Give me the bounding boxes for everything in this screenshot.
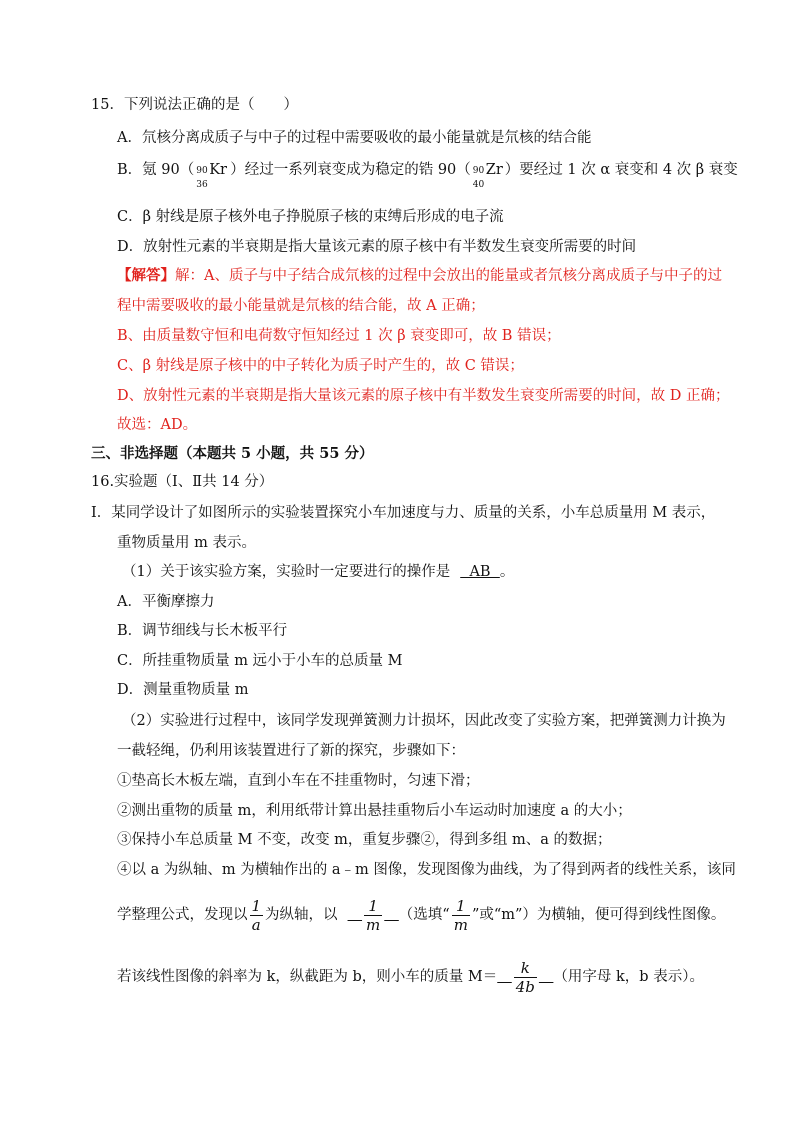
q16-last-line (117, 957, 704, 997)
q15-option-b-tail: ）要经过 1 次 α 衰变和 4 次 β 衰变 (504, 162, 738, 178)
q16-option-c: C．所挂重物质量 m 远小于小车的总质量 M (117, 653, 403, 669)
formula-text-2: 为纵轴，以 (265, 907, 338, 923)
last-line-text-1: 若该线性图像的斜率为 k，纵截距为 b，则小车的质量 M＝ (117, 969, 498, 985)
q16-step-3: ③保持小车总质量 M 不变，改变 m，重复步骤②，得到多组 m、a 的数据； (117, 832, 612, 848)
fraction-denominator: a (250, 915, 264, 934)
q16-title: 16.实验题（Ⅰ、Ⅱ共 14 分） (91, 474, 274, 490)
q16-option-d: D．测量重物质量 m (117, 682, 249, 698)
q15-answer-line2: 程中需要吸收的最小能量就是氘核的结合能，故 A 正确； (117, 298, 485, 314)
q15-answer-line1 (117, 266, 722, 286)
q16-sub2-line2: 一截轻绳，仍利用该装置进行了新的探究，步骤如下： (117, 743, 465, 759)
fraction-denominator: 4b (515, 977, 535, 996)
q16-step-4: ④以 a 为纵轴、m 为横轴作出的 a﹣m 图像，发现图像为曲线，为了得到两者的线性关系，该同 (117, 862, 736, 878)
zirconium-nuclide (471, 160, 503, 190)
q16-formula-line (117, 895, 725, 935)
kr-symbol: Kr (209, 162, 227, 178)
q15-option-c: C．β 射线是原子核外电子挣脱原子核的束缚后形成的电子流 (117, 209, 504, 225)
q16-sub2-line1: （2）实验进行过程中，该同学发现弹簧测力计损坏，因此改变了实验方案，把弹簧测力计换为 (122, 713, 726, 729)
zr-symbol: Zr (485, 162, 503, 178)
q15-option-b-lead: B．氪 90（ (117, 162, 195, 178)
fraction-one-over-m-option (452, 897, 470, 934)
answer-tag: 【解答】 (117, 267, 175, 284)
mass-answer-blank (497, 957, 553, 997)
q15-option-b-mid: ）经过一系列衰变成为稳定的锆 90（ (230, 162, 471, 178)
last-line-text-2: （用字母 k，b 表示）。 (553, 969, 704, 985)
q16-sub1 (122, 562, 514, 582)
q15-option-b (117, 160, 738, 190)
fraction-numerator: k (520, 958, 530, 977)
formula-text-4: ”或“m”）为横轴，便可得到线性图像。 (471, 907, 726, 923)
q16-sub1-prefix: （1）关于该实验方案，实验时一定要进行的操作是 (122, 564, 451, 580)
formula-text-1: 学整理公式，发现以 (117, 907, 248, 923)
q16-part1-line1: Ⅰ．某同学设计了如图所示的实验装置探究小车加速度与力、质量的关系，小车总质量用 M 表示， (91, 505, 716, 521)
zr-charge-number: 40 (472, 180, 485, 190)
zr-mass-number: 90 (472, 166, 485, 176)
q15-stem: 15．下列说法正确的是（ ） (91, 97, 298, 113)
q16-option-b: B．调节细线与长木板平行 (117, 623, 288, 639)
fraction-denominator: m (453, 915, 468, 934)
fraction-k-over-4b (514, 959, 537, 996)
section-3-heading: 三、非选择题（本题共 5 小题，共 55 分） (91, 445, 374, 462)
q15-answer-line4: C、β 射线是原子核中的中子转化为质子时产生的，故 C 错误； (117, 358, 524, 374)
q16-step-1: ①垫高长木板左端，直到小车在不挂重物时，匀速下滑； (117, 773, 480, 789)
q16-step-2: ②测出重物的质量 m，利用纸带计算出悬挂重物后小车运动时加速度 a 的大小； (117, 803, 632, 819)
q15-option-d: D．放射性元素的半衰期是指大量该元素的原子核中有半数发生衰变所需要的时间 (117, 239, 637, 255)
q16-sub1-suffix: 。 (499, 564, 515, 580)
q15-answer-line6: 故选：AD。 (117, 417, 198, 433)
fraction-one-over-a (250, 897, 264, 934)
q15-answer-line5: D、放射性元素的半衰期是指大量该元素的原子核中有半数发生衰变所需要的时间，故 D 正确； (117, 388, 730, 404)
fraction-one-over-m-answer (364, 897, 382, 934)
fraction-numerator: 1 (251, 896, 262, 915)
fraction-numerator: 1 (368, 896, 378, 915)
formula-text-3: （选填“ (398, 907, 450, 923)
q16-part1-line2: 重物质量用 m 表示。 (117, 535, 256, 551)
formula-answer-blank (348, 895, 399, 935)
fraction-numerator: 1 (456, 896, 466, 915)
answer-text-1: 解：A、质子与中子结合成氘核的过程中会放出的能量或者氘核分离成质子与中子的过 (175, 268, 722, 284)
fraction-denominator: m (366, 915, 381, 934)
q16-option-a: A．平衡摩擦力 (117, 594, 215, 610)
q16-sub1-answer-blank: AB (460, 564, 500, 580)
kr-charge-number: 36 (196, 180, 208, 190)
krypton-nuclide (194, 160, 227, 190)
q15-option-a: A．氘核分离成质子与中子的过程中需要吸收的最小能量就是氘核的结合能 (117, 130, 592, 146)
kr-mass-number: 90 (196, 166, 208, 176)
q15-answer-line3: B、由质量数守恒和电荷数守恒知经过 1 次 β 衰变即可，故 B 错误； (117, 328, 561, 344)
